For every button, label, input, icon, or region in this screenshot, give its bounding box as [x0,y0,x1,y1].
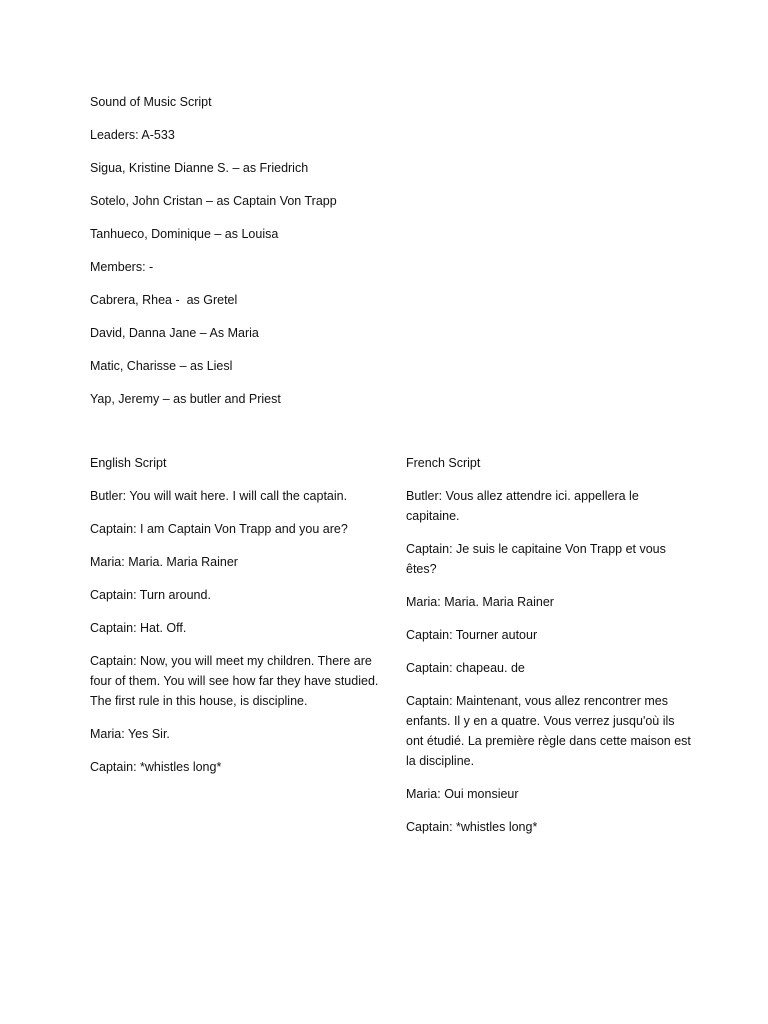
english-script-column [90,453,380,790]
script-line: Captain: chapeau. de [406,661,525,675]
script-line: Captain: *whistles long* [90,760,222,774]
leader-entry: Sotelo, John Cristan – as Captain Von Trapp [90,194,337,208]
member-entry: David, Danna Jane – As Maria [90,326,259,340]
script-line: Maria: Maria. Maria Rainer [90,555,238,569]
script-line: Captain: I am Captain Von Trapp and you are? [90,522,348,536]
script-line: Captain: Now, you will meet my children. There are four of them. You will see how far they have studied. The first rule in this house, is discipline. [90,654,379,708]
member-entry: Cabrera, Rhea - as Gretel [90,293,238,307]
script-line: Captain: Hat. Off. [90,621,187,635]
member-entry: Yap, Jeremy – as butler and Priest [90,392,281,406]
script-line: Captain: Tourner autour [406,628,538,642]
script-line: Butler: You will wait here. I will call the captain. [90,489,348,503]
script-line: Captain: Turn around. [90,588,211,602]
script-line: Maria: Maria. Maria Rainer [406,595,554,609]
script-line: Captain: Maintenant, vous allez rencontrer mes enfants. Il y en a quatre. Vous verrez jusqu'où ils ont étudié. La première règle dans cette maison est la discipline. [406,694,691,768]
script-line: Maria: Oui monsieur [406,787,519,801]
script-line: Butler: Vous allez attendre ici. appellera le capitaine. [406,489,639,523]
script-line: Captain: Je suis le capitaine Von Trapp et vous êtes? [406,542,666,576]
french-script-heading: French Script [406,456,481,470]
leader-entry: Tanhueco, Dominique – as Louisa [90,227,279,241]
leaders-label: Leaders: A-533 [90,128,175,142]
member-entry: Matic, Charisse – as Liesl [90,359,233,373]
french-script-column [406,453,691,850]
english-script-heading: English Script [90,456,167,470]
script-line: Captain: *whistles long* [406,820,538,834]
script-line: Maria: Yes Sir. [90,727,170,741]
cast-list [90,92,690,422]
leader-entry: Sigua, Kristine Dianne S. – as Friedrich [90,161,309,175]
document-title: Sound of Music Script [90,95,212,109]
members-label: Members: - [90,260,154,274]
